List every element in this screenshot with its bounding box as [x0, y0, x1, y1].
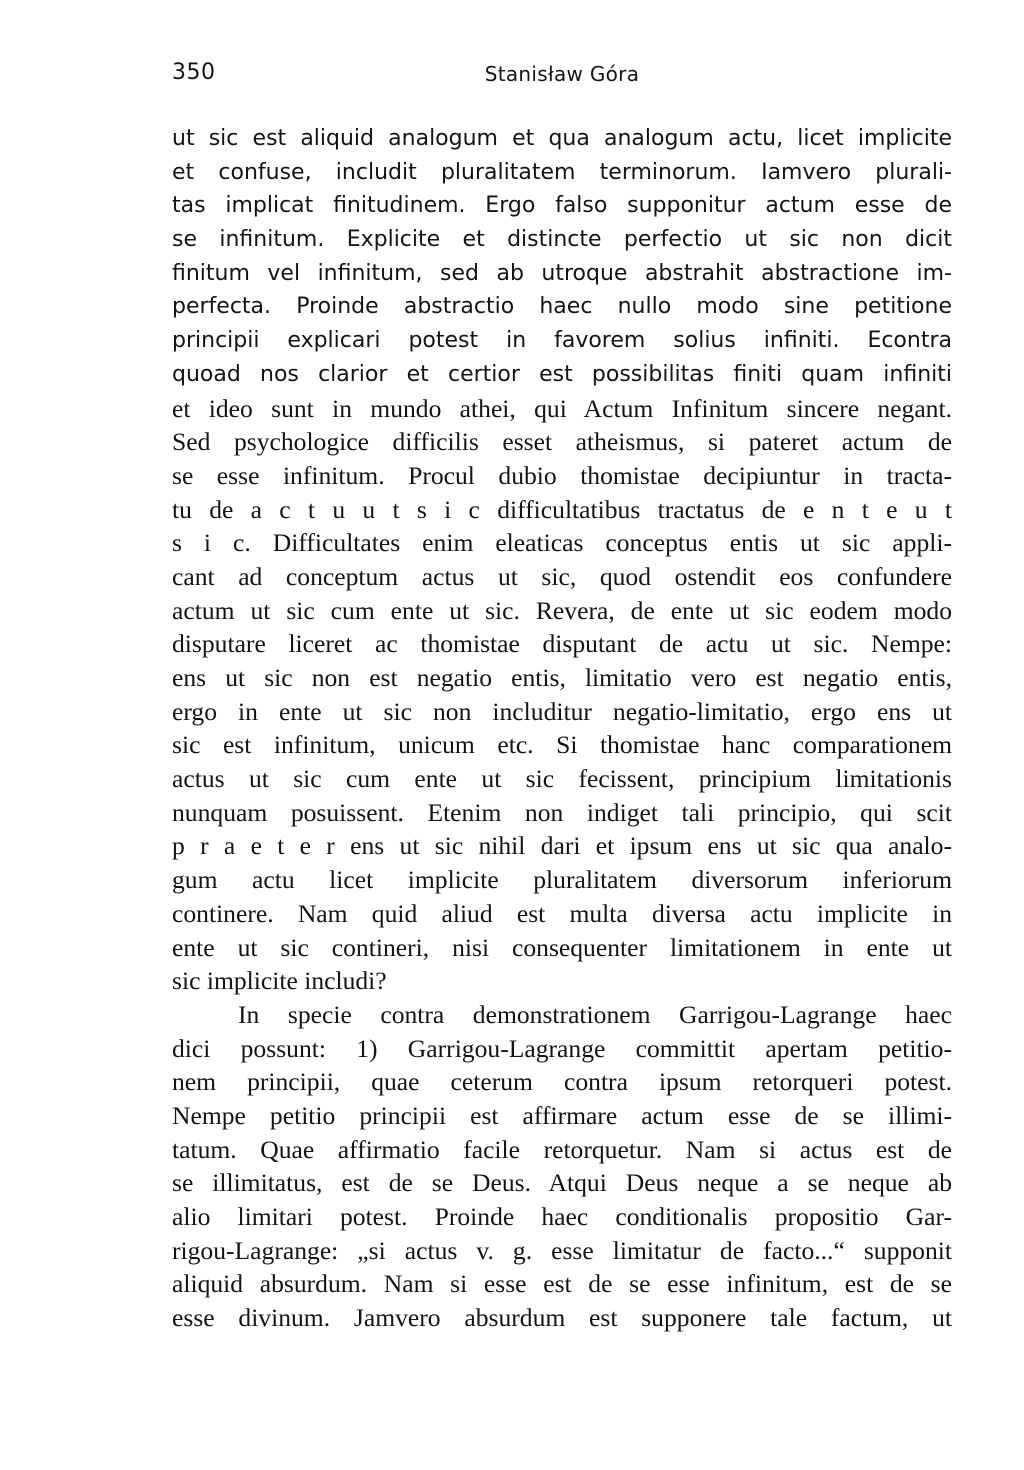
text-line: actus ut sic cum ente ut sic fecissent, principium limitationis: [172, 764, 952, 794]
text-line: actum ut sic cum ente ut sic. Revera, de ente ut sic eodem modo: [172, 595, 952, 625]
text-line: Nempe petitio principii est affirmare actum esse de se illimi-: [172, 1100, 952, 1130]
text-line: gum actu licet implicite pluralitatem diversorum inferiorum: [172, 865, 952, 895]
text-line: esse divinum. Jamvero absurdum est supponere tale factum, ut: [172, 1303, 952, 1333]
text-line: finitum vel infinitum, sed ab utroque abstrahit abstractione im-: [172, 260, 952, 286]
paragraph-1: [172, 122, 952, 998]
text-line: rigou-Lagrange: „si actus v. g. esse limitatur de facto...“ supponit: [172, 1235, 952, 1265]
text-line: principii explicari potest in favorem solius infiniti. Econtra: [172, 328, 952, 354]
text-line: dici possunt: 1) Garrigou-Lagrange committit apertam petitio-: [172, 1033, 952, 1063]
text-line: tu de a c t u u t s i c difficultatibus tractatus de e n t e u t: [172, 494, 952, 524]
text-line: aliquid absurdum. Nam si esse est de se esse infinitum, est de se: [172, 1269, 952, 1299]
text-line: tas implicat finitudinem. Ergo falso supponitur actum esse de: [172, 193, 952, 219]
text-line: disputare liceret ac thomistae disputant de actu ut sic. Nempe:: [172, 629, 952, 659]
text-line: ens ut sic non est negatio entis, limitatio vero est negatio entis,: [172, 663, 952, 692]
text-line: perfecta. Proinde abstractio haec nullo modo sine petitione: [172, 294, 952, 320]
text-line: ente ut sic contineri, nisi consequenter limitationem in ente ut: [172, 932, 952, 962]
text-line: se illimitatus, est de se Deus. Atqui Deus neque a se neque ab: [172, 1168, 952, 1198]
text-line: ut sic est aliquid analogum et qua analogum actu, licet implicite: [172, 126, 952, 151]
body-text: [172, 122, 952, 1335]
text-line: quoad nos clarior et certior est possibilitas finiti quam infiniti: [172, 361, 952, 387]
page-header: [172, 60, 952, 92]
text-line: nunquam posuissent. Etenim non indiget tali principio, qui scit: [172, 797, 952, 827]
text-line: se infinitum. Explicite et distincte perfectio ut sic non dicit: [172, 227, 952, 253]
text-line: se esse infinitum. Procul dubio thomistae decipiuntur in tracta-: [172, 460, 952, 490]
text-line: nem principii, quae ceterum contra ipsum retorqueri potest.: [172, 1067, 952, 1097]
running-head: Stanisław Góra: [484, 62, 640, 86]
page-number: 350: [172, 60, 216, 85]
text-line: continere. Nam quid aliud est multa diversa actu implicite in: [172, 898, 952, 928]
text-line: sic est infinitum, unicum etc. Si thomistae hanc comparationem: [172, 730, 952, 760]
text-line: s i c. Difficultates enim eleaticas conceptus entis ut sic appli-: [172, 528, 952, 558]
text-line: et confuse, includit pluralitatem terminorum. Iamvero plurali-: [172, 159, 952, 185]
text-line: et ideo sunt in mundo athei, qui Actum Infinitum sincere negant.: [172, 393, 952, 423]
text-line: alio limitari potest. Proinde haec conditionalis propositio Gar-: [172, 1202, 952, 1231]
text-line: p r a e t e r ens ut sic nihil dari et ipsum ens ut sic qua analo-: [172, 831, 952, 861]
text-line: tatum. Quae affirmatio facile retorquetur. Nam si actus est de: [172, 1134, 952, 1164]
text-line: Sed psychologice difficilis esset atheismus, si pateret actum de: [172, 427, 952, 457]
text-line: ergo in ente ut sic non includitur negatio-limitatio, ergo ens ut: [172, 696, 952, 726]
paragraph-2: [172, 998, 952, 1335]
text-line: sic implicite includi?: [172, 966, 387, 996]
text-line: cant ad conceptum actus ut sic, quod ostendit eos confundere: [172, 561, 952, 591]
text-line: In specie contra demonstrationem Garrigou-Lagrange haec: [238, 999, 952, 1029]
